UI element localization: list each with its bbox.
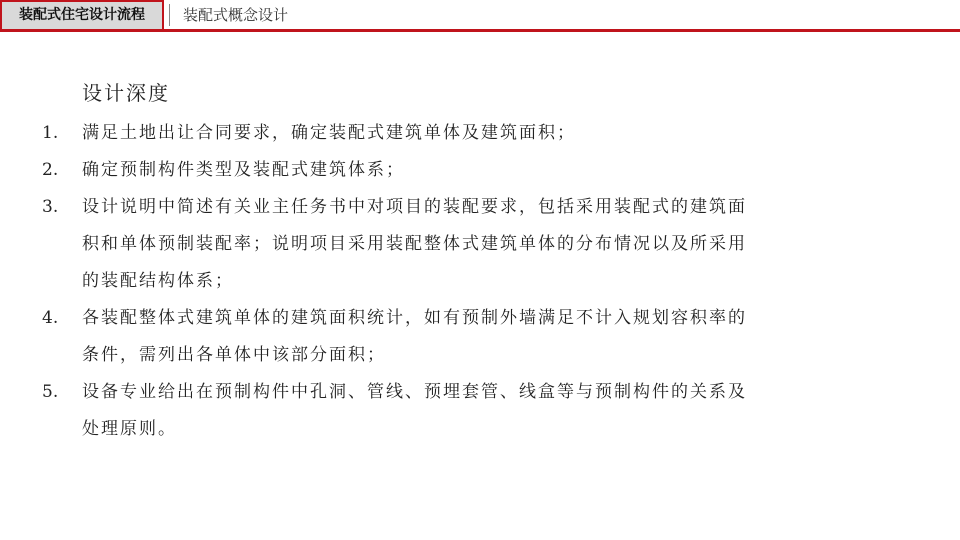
- list-item-text: 各装配整体式建筑单体的建筑面积统计，如有预制外墙满足不计入规划容积率的: [82, 308, 747, 328]
- list-item: [42, 115, 842, 152]
- header-divider: [169, 4, 170, 26]
- list-item-text: 设备专业给出在预制构件中孔洞、管线、预埋套管、线盒等与预制构件的关系及: [82, 382, 747, 402]
- list-item: [42, 152, 842, 189]
- list-number: 4.: [42, 308, 59, 328]
- requirement-list: [42, 115, 842, 448]
- list-number: 3.: [42, 197, 59, 217]
- list-item-text: 的装配结构体系；: [82, 271, 234, 291]
- list-item-text: 满足土地出让合同要求，确定装配式建筑单体及建筑面积；: [82, 123, 576, 143]
- list-number: 5.: [42, 382, 59, 402]
- list-number: 1.: [42, 123, 59, 143]
- header-red-rule: [0, 29, 960, 32]
- list-item: [42, 300, 842, 374]
- list-number: 2.: [42, 160, 59, 180]
- list-item-text: 积和单体预制装配率；说明项目采用装配整体式建筑单体的分布情况以及所采用: [82, 234, 747, 254]
- list-item-text: 确定预制构件类型及装配式建筑体系；: [82, 160, 405, 180]
- list-item: [42, 374, 842, 448]
- list-item: [42, 189, 842, 300]
- tab-process[interactable]: 装配式住宅设计流程: [0, 0, 164, 29]
- list-item-text: 处理原则。: [82, 419, 177, 439]
- header-bar: [0, 0, 960, 29]
- list-item-text: 设计说明中简述有关业主任务书中对项目的装配要求，包括采用装配式的建筑面: [82, 197, 747, 217]
- section-title: 装配式概念设计: [183, 6, 289, 24]
- list-item-text: 条件，需列出各单体中该部分面积；: [82, 345, 386, 365]
- content-heading: 设计深度: [82, 81, 170, 105]
